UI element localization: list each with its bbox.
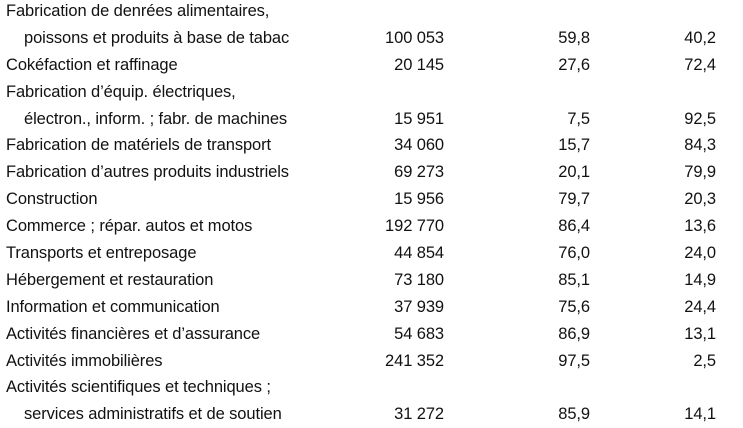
value-cell: 100 053 [385, 28, 444, 47]
percent-cell-1: 86,9 [558, 324, 590, 343]
percent-cell-1: 7,5 [567, 109, 590, 128]
percent-cell-2: 92,5 [684, 109, 716, 128]
value-cell: 20 145 [394, 55, 444, 74]
sector-label: Activités scientifiques et techniques ; [6, 378, 271, 397]
percent-cell-2: 72,4 [684, 55, 716, 74]
table-row-line [0, 401, 743, 428]
percent-cell-1: 59,8 [558, 28, 590, 47]
value-cell: 34 060 [394, 136, 444, 155]
sector-label: poissons et produits à base de tabac [24, 28, 290, 47]
value-cell: 241 352 [385, 351, 444, 370]
value-cell: 54 683 [394, 324, 444, 343]
percent-cell-2: 24,4 [684, 297, 716, 316]
percent-cell-1: 97,5 [558, 351, 590, 370]
sector-label: Fabrication d’autres produits industriels [6, 163, 289, 182]
percent-cell-2: 14,9 [684, 270, 716, 289]
table-row-line [0, 159, 743, 186]
value-cell: 192 770 [385, 217, 444, 236]
sector-label: Commerce ; répar. autos et motos [6, 217, 253, 236]
value-cell: 15 956 [394, 190, 444, 209]
percent-cell-2: 40,2 [684, 28, 716, 47]
value-cell: 15 951 [394, 109, 444, 128]
table-row-line [0, 374, 743, 401]
value-cell: 44 854 [394, 244, 444, 263]
table-row-line [0, 106, 743, 133]
percent-cell-1: 86,4 [558, 217, 590, 236]
sector-label: Information et communication [6, 297, 220, 316]
sector-label: Fabrication de matériels de transport [6, 136, 272, 155]
value-cell: 37 939 [394, 297, 444, 316]
value-cell: 31 272 [394, 405, 444, 424]
percent-cell-1: 27,6 [558, 55, 590, 74]
percent-cell-2: 2,5 [693, 351, 716, 370]
percent-cell-2: 14,1 [684, 405, 716, 424]
percent-cell-2: 24,0 [684, 244, 716, 263]
percent-cell-1: 76,0 [558, 244, 590, 263]
sector-label: électron., inform. ; fabr. de machines [24, 109, 288, 128]
percent-cell-1: 20,1 [558, 163, 590, 182]
percent-cell-2: 20,3 [684, 190, 716, 209]
percent-cell-1: 85,9 [558, 405, 590, 424]
table-row-line [0, 294, 743, 321]
table-row-line [0, 267, 743, 294]
table-row-line [0, 186, 743, 213]
percent-cell-2: 84,3 [684, 136, 716, 155]
sector-label: Activités financières et d’assurance [6, 324, 261, 343]
table-row-line [0, 25, 743, 52]
sector-label: Construction [6, 190, 98, 209]
table-row-line [0, 132, 743, 159]
percent-cell-1: 85,1 [558, 270, 590, 289]
sector-label: Hébergement et restauration [6, 270, 214, 289]
table-row-line [0, 213, 743, 240]
sector-label: Fabrication de denrées alimentaires, [6, 2, 270, 20]
percent-cell-1: 75,6 [558, 297, 590, 316]
percent-cell-1: 79,7 [558, 190, 590, 209]
table-row-line [0, 348, 743, 375]
value-cell: 69 273 [394, 163, 444, 182]
table-row-line [0, 52, 743, 79]
sector-label: Cokéfaction et raffinage [6, 55, 178, 74]
value-cell: 73 180 [394, 270, 444, 289]
percent-cell-2: 13,6 [684, 217, 716, 236]
table-row-line [0, 79, 743, 106]
table-row-line [0, 240, 743, 267]
table-row-line [0, 321, 743, 348]
percent-cell-2: 13,1 [684, 324, 716, 343]
percent-cell-2: 79,9 [684, 163, 716, 182]
percent-cell-1: 15,7 [558, 136, 590, 155]
sector-label: Fabrication d’équip. électriques, [6, 82, 236, 101]
sector-label: Activités immobilières [6, 351, 163, 370]
sector-label: services administratifs et de soutien [24, 405, 282, 424]
sector-label: Transports et entreposage [6, 244, 197, 263]
table-row-line [0, 0, 743, 25]
